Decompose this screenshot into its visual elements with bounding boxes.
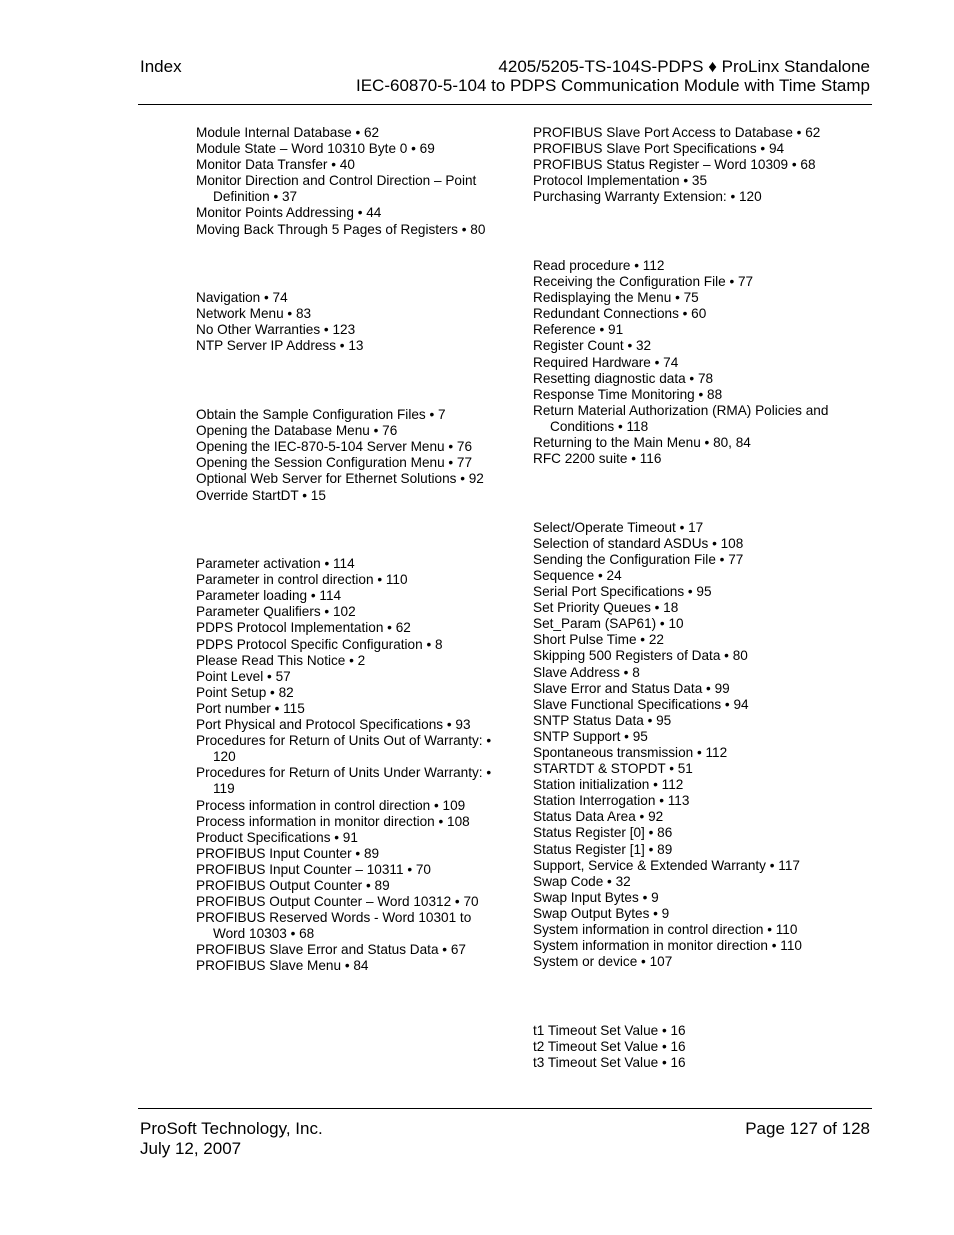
index-entry: Selection of standard ASDUs • 108 [533,535,744,551]
index-entry: SNTP Support • 95 [533,728,648,744]
index-entry: Opening the IEC-870-5-104 Server Menu • 76 [196,439,473,455]
index-entry: Station initialization • 112 [533,777,684,793]
index-entry: Read procedure • 112 [533,257,665,273]
index-entry: PROFIBUS Slave Port Specifications • 94 [533,141,785,157]
index-entry: Slave Address • 8 [533,664,640,680]
index-entry: Monitor Data Transfer • 40 [196,157,355,173]
index-entry: PROFIBUS Input Counter • 89 [196,845,380,861]
index-entry: Status Register [1] • 89 [533,841,673,857]
index-entry: Serial Port Specifications • 95 [533,584,712,600]
footer-left [140,1119,323,1159]
index-left-column [196,125,496,975]
index-entry: SNTP Status Data • 95 [533,712,672,728]
index-entry: PROFIBUS Slave Port Access to Database • 62 [533,125,821,140]
index-section-gap [196,504,496,557]
index-entry: Port number • 115 [196,700,305,716]
index-entry: Monitor Direction and Control Direction – Point Definition • 37 [196,173,477,205]
index-entry: Process information in control direction • 109 [196,797,466,813]
index-entry: PDPS Protocol Specific Configuration • 8 [196,636,443,652]
index-entry: Reference • 91 [533,322,624,338]
header-section: Index [140,57,182,76]
index-entry: Swap Input Bytes • 9 [533,889,659,905]
index-entry: Moving Back Through 5 Pages of Registers • 80 [196,221,486,237]
index-entry: Set Priority Queues • 18 [533,600,679,616]
index-entry: Skipping 500 Registers of Data • 80 [533,648,748,664]
index-entry: Product Specifications • 91 [196,829,358,845]
index-entry: RFC 2200 suite • 116 [533,451,662,467]
index-entry: PROFIBUS Slave Error and Status Data • 67 [196,942,466,958]
index-entry: Sequence • 24 [533,567,622,583]
footer-page-number: Page 127 of 128 [745,1119,870,1138]
index-section-gap [196,355,496,408]
index-entry: Redundant Connections • 60 [533,306,707,322]
index-entry: PROFIBUS Input Counter – 10311 • 70 [196,861,431,877]
index-entry: PROFIBUS Output Counter • 89 [196,877,390,893]
index-entry: Please Read This Notice • 2 [196,652,366,668]
index-entry: PROFIBUS Status Register – Word 10309 • 68 [533,157,816,173]
index-entry: Station Interrogation • 113 [533,793,690,809]
index-entry: Sending the Configuration File • 77 [533,551,744,567]
index-entry: Parameter loading • 114 [196,588,342,604]
index-entry: STARTDT & STOPDT • 51 [533,761,693,777]
index-entry: Process information in monitor direction • 108 [196,813,470,829]
index-right-column [533,125,833,1071]
index-entry: Set_Param (SAP61) • 10 [533,616,684,632]
index-entry: NTP Server IP Address • 13 [196,338,364,354]
index-entry: Spontaneous transmission • 112 [533,745,728,760]
index-entry: System information in monitor direction • 110 [533,938,802,954]
index-entry: Support, Service & Extended Warranty • 117 [533,857,800,873]
index-section-gap [533,205,833,258]
index-section-gap [533,970,833,1023]
index-entry: Select/Operate Timeout • 17 [533,519,704,535]
index-entry: Receiving the Configuration File • 77 [533,274,754,290]
index-entry: Redisplaying the Menu • 75 [533,290,699,306]
index-entry: Port Physical and Protocol Specifications • 93 [196,717,471,733]
index-entry: Obtain the Sample Configuration Files • 7 [196,407,446,423]
footer-company: ProSoft Technology, Inc. [140,1119,323,1138]
index-entry: Slave Functional Specifications • 94 [533,696,749,712]
index-entry: PROFIBUS Output Counter – Word 10312 • 70 [196,894,479,910]
index-entry: Status Data Area • 92 [533,809,664,825]
index-entry: Network Menu • 83 [196,306,312,322]
index-entry: PDPS Protocol Implementation • 62 [196,620,411,636]
index-entry: Procedures for Return of Units Out of Warranty: • 120 [196,733,492,765]
index-entry: Point Setup • 82 [196,684,294,700]
index-entry: System or device • 107 [533,954,673,970]
index-entry: Return Material Authorization (RMA) Policies and Conditions • 118 [533,402,829,434]
index-entry: Parameter Qualifiers • 102 [196,604,356,620]
index-entry: Optional Web Server for Ethernet Solutions • 92 [196,471,484,487]
index-entry: Module State – Word 10310 Byte 0 • 69 [196,141,435,157]
index-entry: Point Level • 57 [196,668,291,684]
index-entry: Short Pulse Time • 22 [533,632,664,648]
index-entry: Parameter in control direction • 110 [196,572,408,588]
index-entry: t3 Timeout Set Value • 16 [533,1055,686,1070]
header-title-line2: IEC-60870-5-104 to PDPS Communication Module with Time Stamp [355,76,870,95]
index-entry: Navigation • 74 [196,290,288,306]
index-entry: Slave Error and Status Data • 99 [533,680,730,696]
index-section-gap [533,467,833,520]
index-entry: Resetting diagnostic data • 78 [533,370,714,386]
index-entry: System information in control direction • 110 [533,922,798,938]
index-entry: PROFIBUS Slave Menu • 84 [196,958,369,974]
index-entry: Opening the Session Configuration Menu • 77 [196,455,473,471]
index-entry: PROFIBUS Reserved Words - Word 10301 to Word 10303 • 68 [196,910,472,942]
index-section-gap [196,238,496,291]
header-rule [138,104,872,105]
index-entry: t1 Timeout Set Value • 16 [533,1022,686,1038]
index-entry: Protocol Implementation • 35 [533,173,708,189]
index-entry: Returning to the Main Menu • 80, 84 [533,435,751,450]
index-entry: Parameter activation • 114 [196,556,355,572]
index-entry: Override StartDT • 15 [196,487,326,503]
index-entry: Required Hardware • 74 [533,354,679,370]
index-entry: Module Internal Database • 62 [196,125,380,140]
footer-date: July 12, 2007 [140,1139,242,1158]
index-entry: Monitor Points Addressing • 44 [196,205,382,221]
index-entry: Response Time Monitoring • 88 [533,386,723,402]
index-entry: Opening the Database Menu • 76 [196,423,398,439]
index-entry: Status Register [0] • 86 [533,825,673,841]
header-title [356,57,870,95]
index-entry: Procedures for Return of Units Under Warranty: • 119 [196,765,492,797]
footer-rule [138,1108,872,1109]
index-entry: No Other Warranties • 123 [196,322,356,338]
index-entry: Swap Output Bytes • 9 [533,905,670,921]
index-entry: Swap Code • 32 [533,873,631,889]
index-entry: Purchasing Warranty Extension: • 120 [533,189,762,205]
index-entry: Register Count • 32 [533,338,652,354]
header-title-line1: 4205/5205-TS-104S-PDPS ♦ ProLinx Standalone [498,57,870,76]
index-entry: t2 Timeout Set Value • 16 [533,1038,686,1054]
